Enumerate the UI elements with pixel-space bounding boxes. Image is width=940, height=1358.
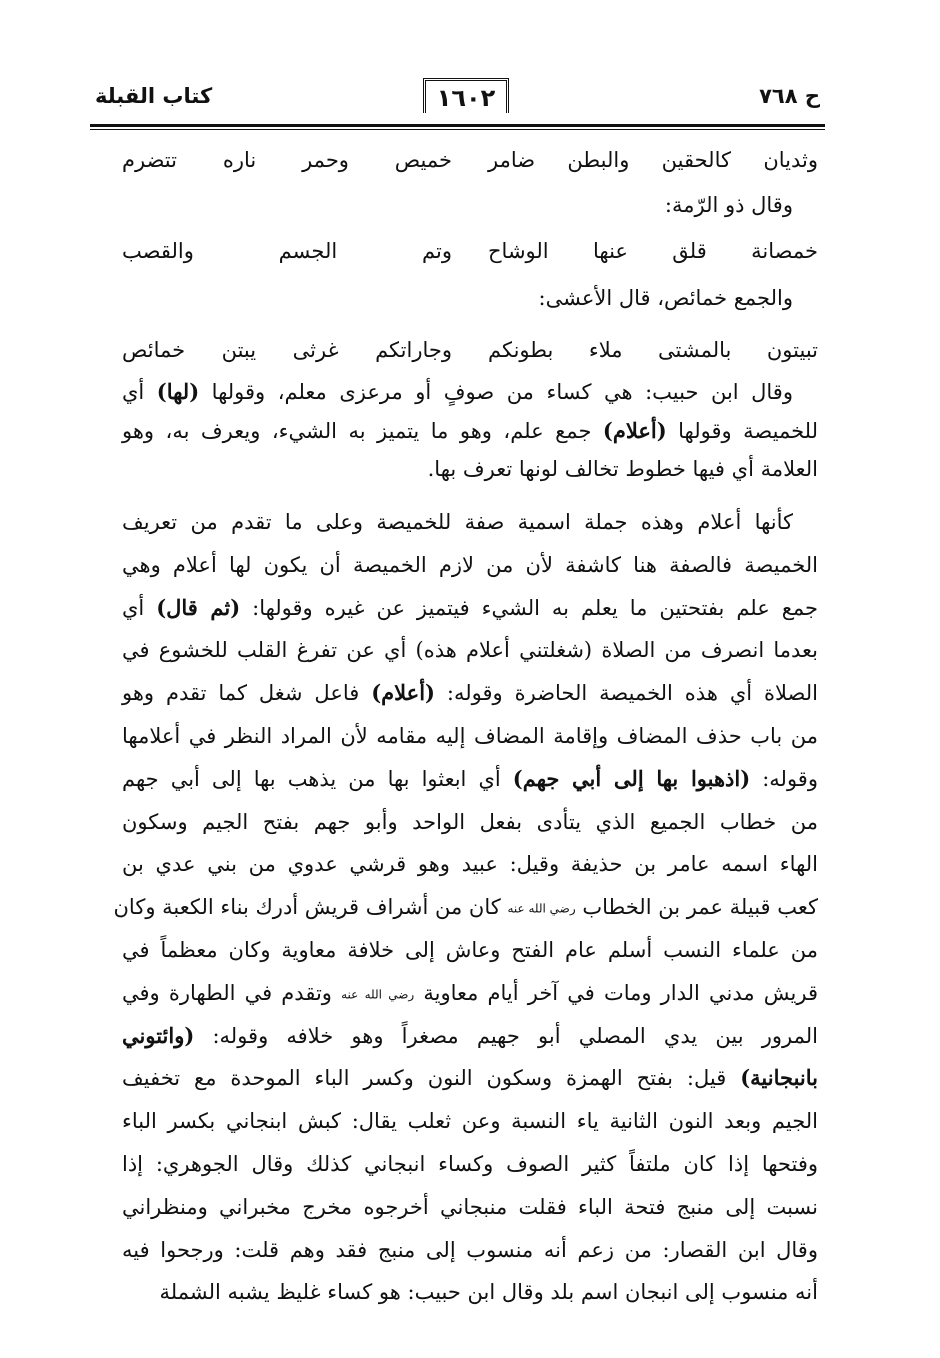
text-segment: جمع علم بفتحتين ما يعلم به الشيء فيتميز عن غيره وقولها:: [240, 595, 819, 620]
bold-quote: بانبجانية): [740, 1065, 818, 1091]
text-segment: كأنها أعلام وهذه جملة اسمية صفة للخميصة وعلى ما تقدم من تعريف: [122, 510, 793, 534]
text-line: [122, 978, 818, 1010]
page-number: ١٦٠٢: [423, 78, 509, 113]
text-line: [122, 678, 818, 708]
text-segment: أنه منسوب إلى انبجان اسم بلد وقال ابن حبيب: هو كساء غليظ يشبه الشملة: [159, 1280, 818, 1305]
text-line: [122, 935, 818, 965]
text-segment: للخميصة وقولها: [666, 418, 818, 443]
text-segment: وتقدم في الطهارة وفي: [122, 980, 342, 1005]
text-line: [122, 1063, 818, 1093]
verse-right-hemistich: تبيتون بالمشتى ملاء بطونكم: [488, 338, 818, 362]
text-line: [122, 550, 818, 580]
text-segment: قريش مدني الدار ومات في آخر أيام معاوية: [414, 980, 818, 1005]
bold-quote: (اذهبوا بها إلى أبي جهم): [512, 765, 751, 791]
intro-line: والجمع خمائص، قال الأعشى:: [538, 286, 793, 310]
text-segment: نسبت إلى منبج فتحة الباء فقلت منبجاني أخرجوه مخرج مخبراني ومنظراني: [122, 1194, 818, 1219]
header-rule-thin: [90, 129, 825, 130]
text-line: [122, 849, 818, 879]
text-segment: من باب حذف المضاف وإقامة المضاف إليه مقامه لأن المراد النظر في أعلامها: [122, 724, 818, 748]
book-title: كتاب القبلة: [95, 84, 213, 108]
bold-quote: (لها): [156, 379, 200, 404]
text-line: [122, 416, 818, 446]
bold-quote: (وائتوني: [122, 1022, 195, 1048]
text-segment: كعب قبيلة عمر بن الخطاب: [575, 895, 818, 920]
text-line: [122, 593, 818, 623]
text-line: [113, 892, 818, 924]
verse-left-hemistich: خميص وحمر ناره تتضرم: [122, 148, 452, 172]
text-line: [122, 1277, 818, 1307]
text-line: [122, 635, 818, 665]
honorific: رضي الله عنه: [341, 987, 415, 1002]
text-line: [122, 721, 818, 751]
intro-line: وقال ذو الرّمة:: [664, 193, 793, 217]
verse-left-hemistich: وتم الجسم والقصب: [122, 239, 452, 263]
header-rule: [90, 124, 825, 127]
text-line: [122, 1192, 818, 1222]
bold-quote: (ثم قال): [156, 594, 241, 620]
text-segment: الخميصة فالصفة هنا كاشفة لأن من لازم الخميصة أن يكون لها أعلام وهي: [122, 552, 818, 577]
text-line: [122, 1021, 818, 1051]
text-segment: أي: [122, 380, 157, 404]
text-line: [122, 1235, 818, 1265]
text-line: [122, 1149, 818, 1179]
text-line: [122, 764, 818, 794]
page-header: [90, 78, 820, 118]
text-segment: أي ابعثوا بها من يذهب بها إلى أبي جهم: [122, 766, 513, 791]
text-segment: جمع علم، وهو ما يتميز به الشيء، ويعرف به، وهو: [122, 418, 603, 443]
text-segment: وقال ابن حبيب: هي كساء من صوفٍ أو مرعزى معلم، وقولها: [199, 380, 793, 404]
text-segment: قيل: بفتح الهمزة وسكون النون وكسر الباء الموحدة مع تخفيف: [122, 1066, 741, 1091]
text-segment: كان من أشراف قريش أدرك بناء الكعبة وكان: [113, 895, 508, 920]
verse-line: [122, 145, 818, 175]
text-line: [122, 807, 818, 837]
bold-quote: (أعلام): [371, 680, 435, 706]
text-segment: بعدما انصرف من الصلاة (شغلتني أعلام هذه) أي عن تفرغ القلب للخشوع في: [122, 638, 818, 663]
text-line: [122, 507, 818, 537]
text-segment: المرور بين يدي المصلي أبو جهيم مصغراً وهو خلافه وقوله:: [194, 1023, 818, 1048]
text-segment: وفتحها إذا كان ملتفاً كثير الصوف وكساء انبجاني كذلك وقال الجوهري: إذا: [122, 1152, 818, 1176]
hadith-reference: ح ٧٦٨: [759, 84, 820, 108]
honorific: رضي الله عنه: [507, 901, 576, 916]
text-segment: الهاء اسمه عامر بن حذيفة وقيل: عبيد وهو قرشي عدوي من بني عدي بن: [122, 852, 818, 877]
text-line: [122, 1106, 818, 1136]
verse-right-hemistich: وثديان كالحقين والبطن ضامر: [488, 148, 818, 172]
verse-line: [122, 236, 818, 266]
bold-quote: (أعلام): [602, 417, 667, 443]
verse-line: [122, 335, 818, 365]
text-segment: فاعل شغل كما تقدم وهو: [122, 681, 372, 706]
text-segment: من علماء النسب أسلم عام الفتح وعاش إلى خلافة معاوية وكان معظماً في: [122, 938, 818, 962]
text-segment: من خطاب الجميع الذي يتأدى بفعل الواحد وأبو جهم بفتح الجيم وسكون: [122, 809, 818, 834]
text-segment: وقال ابن القصار: من زعم أنه منسوب إلى منبج فقد وهم قلت: ورجحوا فيه: [122, 1237, 818, 1262]
text-segment: العلامة أي فيها خطوط تخالف لونها تعرف بها.: [427, 457, 818, 481]
text-segment: وقوله:: [750, 766, 818, 791]
verse-right-hemistich: خمصانة قلق عنها الوشاح: [488, 239, 818, 263]
text-segment: أي: [122, 595, 157, 620]
text-segment: الجيم وبعد النون الثانية ياء النسبة وعن ثعلب يقال: كبش ابنجاني بكسر الباء: [122, 1109, 818, 1134]
text-segment: الصلاة أي هذه الخميصة الحاضرة وقوله:: [435, 681, 818, 706]
text-line: [122, 454, 818, 484]
text-line: [122, 377, 818, 407]
verse-left-hemistich: وجاراتكم غرثى يبتن خمائص: [122, 338, 452, 362]
